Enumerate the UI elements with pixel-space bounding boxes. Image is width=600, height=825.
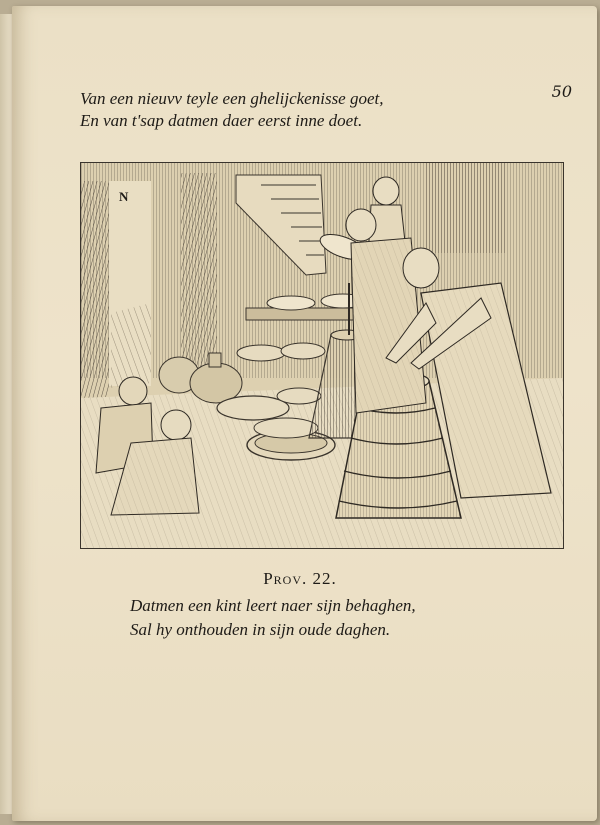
plate-letter: N: [119, 189, 129, 204]
proverb-line: Datmen een kint leert naer sijn behaghen,: [130, 596, 416, 615]
engraving-illustration: [80, 162, 564, 549]
scripture-reference: Prov. 22.: [263, 569, 337, 588]
proverb-caption: [130, 594, 416, 642]
verse-line: En van t'sap datmen daer eerst inne doet.: [80, 111, 363, 130]
page-number: 50: [551, 82, 572, 101]
verse-line: Van een nieuvv teyle een ghelijckenisse goet,: [80, 89, 384, 108]
proverb-line: Sal hy onthouden in sijn oude daghen.: [130, 620, 391, 639]
engraving-drawing: [81, 163, 563, 548]
verse-caption: [80, 88, 384, 132]
